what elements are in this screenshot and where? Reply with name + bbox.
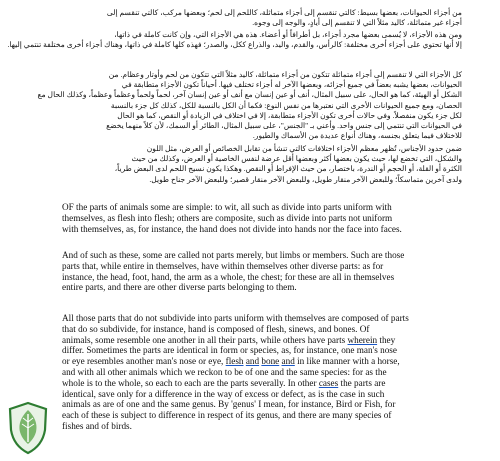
arabic-line: إلا أنها تحتوي على أجزاء أخرى مختلفة: كالرأس، والقدم، واليد، والذراع ككل، والصدر؛ فهذه كلها كاملة في ذاتها، وهناك أجزاء أخرى مختلفة تنتمي إليها. <box>7 40 462 50</box>
english-line: entire parts, and there are other diverse parts belonging to them. <box>62 282 297 293</box>
arabic-line: من أجزاء الحيوانات، بعضها بسيط: كالتي تنقسم إلى أجزاء متماثلة، كاللحم إلى لحم؛ وبعضها مركب، كالتي تنقسم إلى <box>106 8 462 17</box>
english-line: instance, the head, foot, hand, the arm as a whole, the chest; for these are all in themselves <box>62 271 395 282</box>
underlined-word: wherein <box>347 334 378 345</box>
arabic-paragraph-4 <box>62 144 462 185</box>
english-line <box>62 378 462 389</box>
underlined-word: and <box>281 356 295 367</box>
english-line <box>62 356 462 367</box>
english-line: All those parts that do not subdivide into parts uniform with themselves are composed of parts <box>62 313 409 323</box>
arabic-line: الحيوانات، بعضها يشبه بعضاً في جميع أجزائه، وبعضها الآخر له أجزاء تختلف فيها. أحياناً تكون الأجزاء متطابقة في <box>121 80 462 90</box>
arabic-line: كل الأجزاء التي لا تنقسم إلى أجزاء متماثلة تتكون من أجزاء متماثلة، كاليد مثلاً التي تتكون من لحم وأوتار وعظام. من <box>108 70 462 79</box>
english-paragraph-2 <box>62 250 462 293</box>
text-segment: in like manner with a horse, <box>294 356 400 367</box>
english-line: identical, save only for a difference in the way of excess or defect, as is the case in such <box>62 388 385 399</box>
english-line: and with all other animals which we reckon to be of one and the same species: for as the <box>62 366 387 377</box>
english-line <box>62 335 462 346</box>
english-line: with themselves, as, for instance, the hand does not divide into hands nor the face into faces. <box>62 223 402 234</box>
arabic-line: والشكل، التي تخضع لها، حيث يكون بعضها أكثر وبعضها أقل عرضة لنفس الخاصية أو العرض، وكذلك من حيث <box>131 154 462 164</box>
text-segment: whole is to the whole, so each to each are the parts severally. In other <box>62 377 319 388</box>
english-line: OF the parts of animals some are simple: to wit, all such as divide into parts uniform with <box>62 202 392 212</box>
arabic-line: ومن هذه الأجزاء، لا يُسمى بعضها مجرد أجزاء، بل أطرافاً أو أعضاء. هذه هي الأجزاء التي، وإن كانت كاملة في ذاتها، <box>114 30 462 39</box>
text-segment: the parts are <box>338 377 386 388</box>
english-line: parts that, while entire in themselves, have within themselves other diverse parts: as for <box>62 260 384 271</box>
arabic-line: الكثرة أو القلة، أو الحجم أو الندرة، باختصار، من حيث الإفراط أو النقص. وهكذا يكون نسيج اللحم لدى البعض طرياً، <box>114 164 462 174</box>
text-segment: they <box>377 334 396 345</box>
english-line: that do so subdivide, for instance, hand is composed of flesh, sinews, and bones. Of <box>62 323 370 334</box>
english-paragraph-1 <box>62 202 462 234</box>
arabic-line: لكل جزء يكون منفصلاً. وفي حالات أخرى تكون الأجزاء متطابقة، إلا في اختلاف في الزيادة أو النقص، كما هو الحال <box>117 110 462 120</box>
underlined-word: and <box>245 356 260 367</box>
english-line: animals as are of one and the same genus. By 'genus' I mean, for instance, Bird or Fish, for <box>62 399 396 410</box>
arabic-line: ولدى آخرين متماسكاً؛ وللبعض الآخر منقار طويل، وللبعض الآخر منقار قصير؛ وللبعض الآخر جناح طويل. <box>149 174 462 184</box>
arabic-paragraph-2 <box>7 30 462 50</box>
english-line: And of such as these, some are called not parts merely, but limbs or members. Such are those <box>62 250 405 260</box>
arabic-paragraph-3 <box>37 70 462 141</box>
english-line: fishes and of birds. <box>62 420 132 431</box>
arabic-paragraph-1 <box>62 8 462 28</box>
english-line: each of these is subject to difference in respect of its genus, and there are many species of <box>62 410 392 421</box>
arabic-line: الشكل أو الهيئة، كما هو الحال، على سبيل المثال، أنف أو عين إنسان مع أنف أو عين إنسان آخر، لحماً ولحماً وعظماً وعظماً، وكذلك الحال مع <box>37 90 462 100</box>
english-line: themselves, as flesh into flesh; others are composite, such as divide into parts not uniform <box>62 212 393 223</box>
arabic-line: ضمن حدود الأجناس، تُظهر معظم الأجزاء اختلافات كالتي تنشأ من تقابل الخصائص أو العرض، مثل اللون <box>146 144 462 153</box>
arabic-line: للاختلاف فيما يتعلق بجنسه، وهناك أنواع عديدة من الأسماك والطيور. <box>252 131 462 141</box>
text-segment: animals, some resemble one another in all their parts, while others have parts <box>62 334 348 345</box>
underlined-word: bone <box>261 356 280 367</box>
arabic-line: الحصان، ومع جميع الحيوانات الأخرى التي نعتبرها من نفس النوع: فكما أن الكل بالنسبة للكل، كذلك كل جزء بالنسبة <box>110 100 462 110</box>
english-line: differ. Sometimes the parts are identical in form or species, as, for instance, one man's nose <box>62 345 397 356</box>
shield-logo-icon <box>5 400 51 456</box>
text-segment: or eye resembles another man's nose or eye, <box>62 356 226 367</box>
arabic-line: أجزاء غير متماثلة، كاليد مثلاً التي لا تنقسم إلى أيادٍ، والوجه إلى وجوه. <box>252 18 462 28</box>
arabic-line: في الحيوانات التي تنتمي إلى جنس واحد. وأعني بـ "الجنس"، على سبيل المثال، الطائر أو السمك، لأن كلاً منهما يخضع <box>106 121 462 131</box>
underlined-word: flesh <box>225 356 244 367</box>
english-paragraph-3 <box>62 313 462 432</box>
underlined-word: cases <box>318 377 339 388</box>
